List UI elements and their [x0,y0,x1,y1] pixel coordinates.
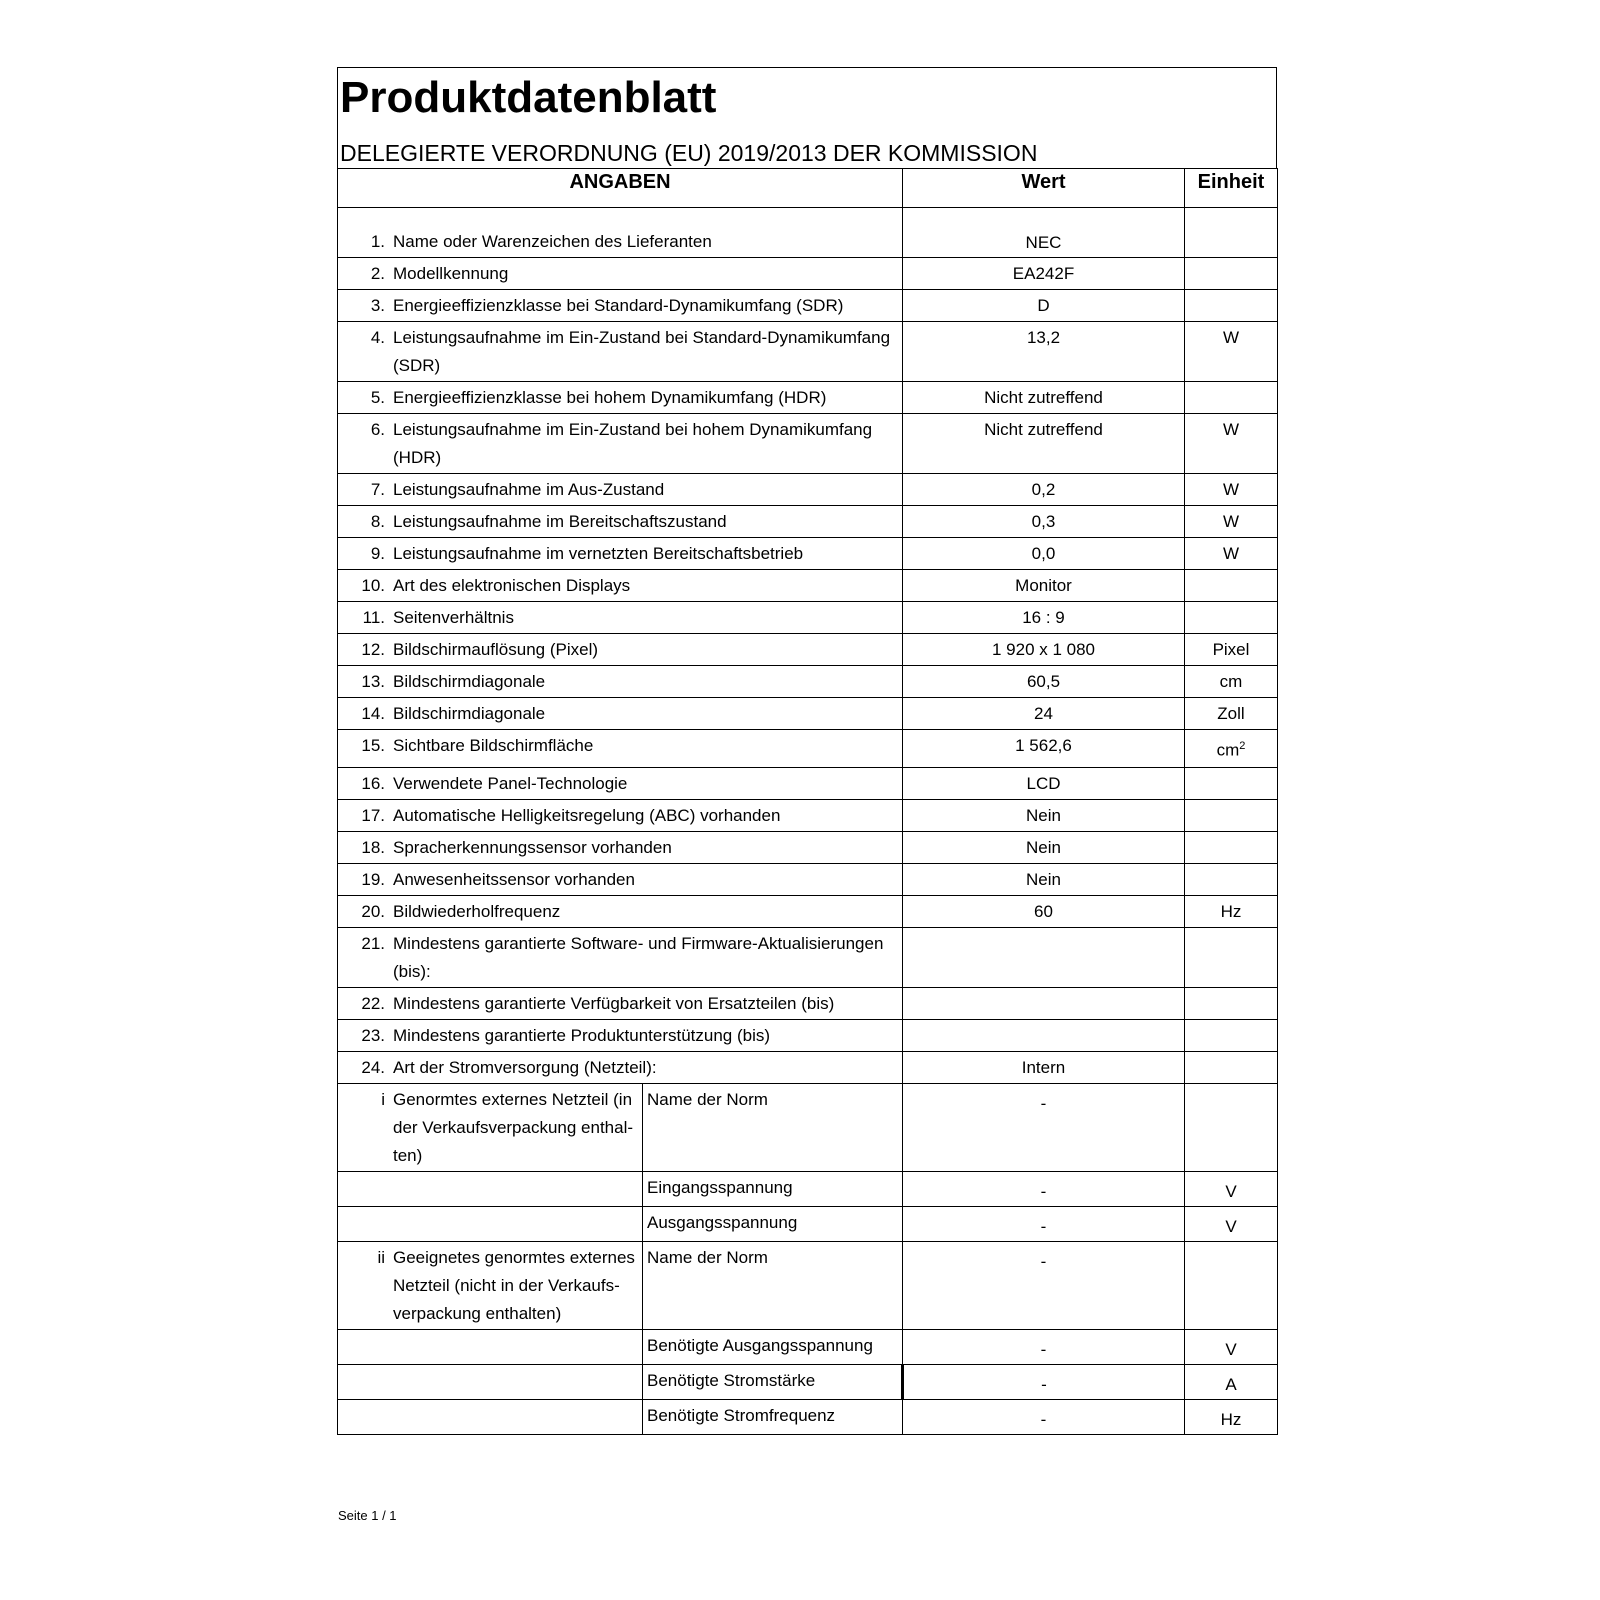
row-label-cell [338,768,903,800]
row-label: Energieeffizienzklasse bei hohem Dynamikumfang (HDR) [393,388,827,407]
table-row [338,768,1278,800]
row-unit-cell [1185,1052,1278,1084]
table-row [338,988,1278,1020]
table-row [338,290,1278,322]
table-row [338,414,1278,474]
psu-item-label: Benötigte Stromstärke [643,1365,903,1400]
row-number: 22. [361,994,385,1013]
row-value: EA242F [903,258,1185,290]
psu-empty-cell [338,1365,643,1400]
psu-item-value: - [903,1242,1185,1330]
row-value [903,1020,1185,1052]
psu-item-label: Name der Norm [643,1084,903,1172]
row-number: 1. [370,232,385,251]
row-value: 24 [903,698,1185,730]
row-label-cell [338,382,903,414]
row-value: 60,5 [903,666,1185,698]
row-label-cell [338,538,903,570]
psu-item-unit: V [1185,1330,1278,1365]
row-value: 1 920 x 1 080 [903,634,1185,666]
psu-item-label: Eingangsspannung [643,1172,903,1207]
row-number: 15. [361,736,385,755]
row-label: Bildwiederholfrequenz [393,902,561,921]
row-label-cell [338,1052,903,1084]
psu-group-label: Genormtes externes Netzteil (in der Verkaufsverpackung enthal-ten) [393,1090,634,1165]
page-subtitle: DELEGIERTE VERORDNUNG (EU) 2019/2013 DER KOMMISSION [340,140,1038,166]
table-row [338,322,1278,382]
row-number: 16. [361,774,385,793]
row-unit: W [1222,420,1240,439]
row-label: Automatische Helligkeitsregelung (ABC) vorhanden [393,806,781,825]
psu-group-label: Geeignetes genormtes externes Netzteil (nicht in der Verkaufs-verpackung enthalten) [393,1248,635,1323]
row-label: Leistungsaufnahme im vernetzten Bereitschaftsbetrieb [393,544,804,563]
psu-item-value: - [903,1400,1185,1435]
psu-row [338,1172,1278,1207]
psu-item-unit: V [1185,1172,1278,1207]
psu-group-cell [338,1242,643,1330]
psu-group-number: i [381,1090,385,1109]
psu-group-cell [338,1084,643,1172]
row-label: Name oder Warenzeichen des Lieferanten [393,232,712,251]
row-value: Monitor [903,570,1185,602]
row-unit-cell [1185,208,1278,258]
row-value: 0,3 [903,506,1185,538]
row-label-cell [338,800,903,832]
row-unit: W [1222,512,1240,531]
psu-group-number: ii [377,1248,385,1267]
row-label: Mindestens garantierte Software- und Firmware-Aktualisierungen (bis): [393,934,884,981]
row-number: 8. [370,512,385,531]
row-label-cell [338,832,903,864]
psu-item-label: Name der Norm [643,1242,903,1330]
psu-item-label: Benötigte Ausgangsspannung [643,1330,903,1365]
row-label-cell [338,666,903,698]
psu-item-unit: Hz [1185,1400,1278,1435]
row-value: 13,2 [903,322,1185,382]
row-unit-cell [1185,832,1278,864]
table-row [338,506,1278,538]
table-row [338,538,1278,570]
row-value: LCD [903,768,1185,800]
row-unit: W [1222,328,1240,347]
psu-empty-cell [338,1400,643,1435]
row-value: Nein [903,832,1185,864]
row-label: Spracherkennungssensor vorhanden [393,838,672,857]
row-value: Nein [903,864,1185,896]
row-number: 20. [361,902,385,921]
psu-row [338,1400,1278,1435]
row-number: 24. [361,1058,385,1077]
row-label-cell [338,988,903,1020]
table-header-row [338,169,1278,208]
row-number: 5. [370,388,385,407]
table-row [338,800,1278,832]
row-unit: W [1222,480,1240,499]
psu-item-unit: A [1185,1365,1278,1400]
page-title: Produktdatenblatt [340,73,717,122]
row-number: 19. [361,870,385,889]
psu-item-unit: V [1185,1207,1278,1242]
row-unit-sup: 2 [1239,740,1246,752]
row-value: Nicht zutreffend [903,414,1185,474]
row-number: 21. [361,934,385,953]
row-label: Sichtbare Bildschirmfläche [393,736,594,755]
psu-item-label: Ausgangsspannung [643,1207,903,1242]
row-label-cell [338,414,903,474]
row-label-cell [338,506,903,538]
row-label-cell [338,1020,903,1052]
psu-item-value: - [903,1172,1185,1207]
row-label-cell [338,208,903,258]
row-unit-cell [1185,988,1278,1020]
row-value: 16 : 9 [903,602,1185,634]
row-value: Nein [903,800,1185,832]
row-unit: Hz [1220,902,1242,921]
row-label: Mindestens garantierte Produktunterstützung (bis) [393,1026,771,1045]
table-row [338,602,1278,634]
row-unit-cell [1185,1020,1278,1052]
row-unit-cell [1185,414,1278,474]
table-row [338,864,1278,896]
row-unit: cm [1216,740,1240,760]
row-label-cell [338,474,903,506]
row-label: Leistungsaufnahme im Ein-Zustand bei hohem Dynamikumfang (HDR) [393,420,873,467]
row-label-cell [338,602,903,634]
row-number: 12. [361,640,385,659]
header-angaben: ANGABEN [338,169,903,208]
row-label-cell [338,896,903,928]
table-row [338,698,1278,730]
row-label-cell [338,730,903,768]
psu-row [338,1330,1278,1365]
row-unit-cell [1185,928,1278,988]
row-value: D [903,290,1185,322]
row-label-cell [338,864,903,896]
row-label-cell [338,290,903,322]
row-label: Bildschirmauflösung (Pixel) [393,640,599,659]
row-unit-cell [1185,506,1278,538]
row-label-cell [338,258,903,290]
header-wert: Wert [903,169,1185,208]
psu-row [338,1242,1278,1330]
row-label: Anwesenheitssensor vorhanden [393,870,635,889]
table-row [338,258,1278,290]
row-number: 13. [361,672,385,691]
row-unit-cell [1185,382,1278,414]
row-unit-cell [1185,768,1278,800]
row-value: 1 562,6 [903,730,1185,768]
row-label: Energieeffizienzklasse bei Standard-Dynamikumfang (SDR) [393,296,844,315]
psu-empty-cell [338,1330,643,1365]
row-unit-cell [1185,864,1278,896]
table-row [338,382,1278,414]
row-value [903,928,1185,988]
row-label: Leistungsaufnahme im Bereitschaftszustand [393,512,727,531]
row-value [903,988,1185,1020]
row-label: Verwendete Panel-Technologie [393,774,628,793]
row-value: 60 [903,896,1185,928]
table-row [338,1020,1278,1052]
row-label-cell [338,570,903,602]
row-unit-cell [1185,290,1278,322]
psu-item-label: Benötigte Stromfrequenz [643,1400,903,1435]
psu-item-value: - [903,1365,1185,1400]
table-row [338,1052,1278,1084]
row-unit: Pixel [1212,640,1250,659]
row-unit: W [1222,544,1240,563]
psu-empty-cell [338,1207,643,1242]
table-row [338,570,1278,602]
row-number: 10. [361,576,385,595]
row-label-cell [338,928,903,988]
table-row [338,666,1278,698]
row-label: Bildschirmdiagonale [393,704,546,723]
row-label: Bildschirmdiagonale [393,672,546,691]
row-value: 0,0 [903,538,1185,570]
row-unit-cell [1185,666,1278,698]
row-number: 2. [370,264,385,283]
spec-table [337,168,1278,1435]
row-unit-cell [1185,698,1278,730]
psu-item-value: - [903,1207,1185,1242]
table-row [338,474,1278,506]
row-number: 18. [361,838,385,857]
row-unit-cell [1185,474,1278,506]
row-unit-cell [1185,538,1278,570]
row-value: Intern [903,1052,1185,1084]
row-label-cell [338,698,903,730]
row-label: Modellkennung [393,264,509,283]
row-label: Leistungsaufnahme im Ein-Zustand bei Standard-Dynamikumfang (SDR) [393,328,891,375]
row-unit: cm [1219,672,1243,691]
row-unit-cell [1185,322,1278,382]
table-row [338,634,1278,666]
row-label: Mindestens garantierte Verfügbarkeit von Ersatzteilen (bis) [393,994,835,1013]
row-number: 17. [361,806,385,825]
row-unit-cell [1185,896,1278,928]
table-row [338,928,1278,988]
psu-item-unit [1185,1084,1278,1172]
title-box [337,67,1277,168]
row-label-cell [338,634,903,666]
row-value: NEC [903,208,1185,258]
row-unit-cell [1185,634,1278,666]
row-label: Art des elektronischen Displays [393,576,631,595]
psu-item-value: - [903,1330,1185,1365]
row-unit-cell [1185,258,1278,290]
page-footer: Seite 1 / 1 [338,1508,397,1523]
row-unit-cell [1185,800,1278,832]
row-unit-cell [1185,730,1278,768]
row-unit-cell [1185,570,1278,602]
row-number: 7. [370,480,385,499]
psu-row [338,1365,1278,1400]
row-label: Leistungsaufnahme im Aus-Zustand [393,480,665,499]
header-einheit: Einheit [1185,169,1278,208]
row-number: 11. [362,608,385,627]
table-row [338,832,1278,864]
row-number: 6. [370,420,385,439]
row-number: 9. [370,544,385,563]
row-value: Nicht zutreffend [903,382,1185,414]
row-label: Art der Stromversorgung (Netzteil): [393,1058,657,1077]
row-number: 4. [370,328,385,347]
psu-item-value: - [903,1084,1185,1172]
table-row [338,730,1278,768]
row-value: 0,2 [903,474,1185,506]
row-unit: Zoll [1217,704,1245,723]
table-row [338,208,1278,258]
row-number: 23. [361,1026,385,1045]
psu-empty-cell [338,1172,643,1207]
row-number: 3. [370,296,385,315]
row-label-cell [338,322,903,382]
row-number: 14. [361,704,385,723]
datasheet [337,67,1277,1435]
table-row [338,896,1278,928]
psu-row [338,1207,1278,1242]
row-label: Seitenverhältnis [393,608,514,627]
row-unit-cell [1185,602,1278,634]
psu-item-unit [1185,1242,1278,1330]
psu-row [338,1084,1278,1172]
